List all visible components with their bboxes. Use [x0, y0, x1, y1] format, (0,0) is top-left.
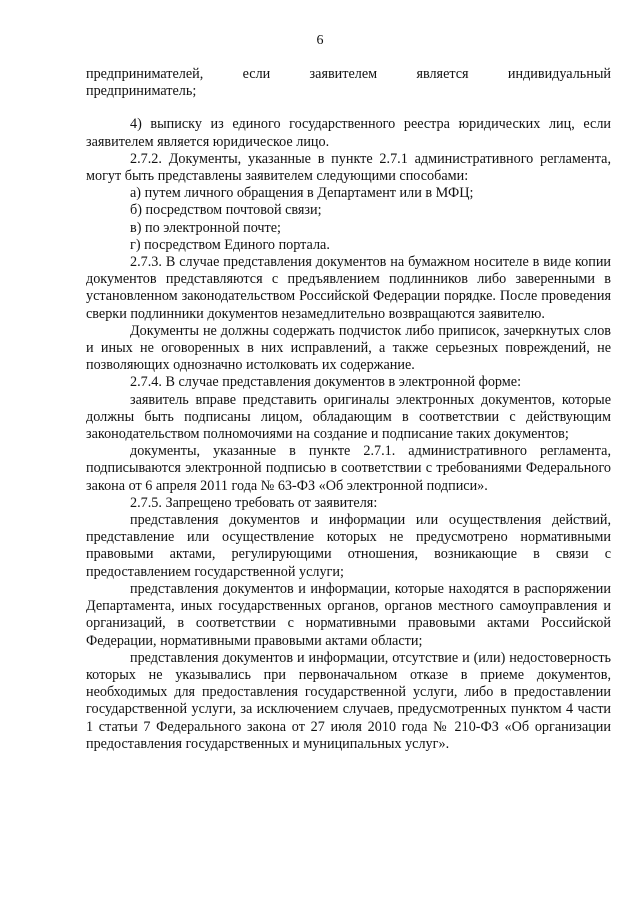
paragraph: предприниматель;	[86, 83, 197, 100]
paragraph: 2.7.3. В случае представления документов на бумажном носителе в виде копии документов представляются с предъявлением подлинников либо заверенными в установленном законодательством Российской Федерации порядке. После проведения сверки подлинники документов незамедлительно возвращаются заявителю.	[86, 254, 611, 322]
paragraph: представления документов и информации или осуществления действий, представление или осуществление которых не предусмотрено нормативными правовыми актами, регулирующими отношения, возникающие в связи с предоставлением государственной услуги;	[86, 512, 611, 580]
paragraph: представления документов и информации, которые находятся в распоряжении Департамента, иных государственных органов, органов местного самоуправления и организаций, в соответствии с нормативными правовыми актами Российской Федерации, нормативными правовыми актами области;	[86, 580, 611, 649]
paragraph: а) путем личного обращения в Департамент или в МФЦ;	[130, 185, 474, 202]
paragraph: Документы не должны содержать подчисток либо приписок, зачеркнутых слов и иных не оговоренных в них исправлений, а также серьезных повреждений, не позволяющих однозначно истолковать их содержание.	[86, 322, 611, 374]
paragraph: предпринимателей, если заявителем является индивидуальный	[86, 66, 611, 82]
paragraph: документы, указанные в пункте 2.7.1. административного регламента, подписываются электронной подписью в соответствии с требованиями Федерального закона от 6 апреля 2011 года № 63-ФЗ «Об электронной подписи».	[86, 443, 611, 494]
paragraph: 2.7.5. Запрещено требовать от заявителя:	[130, 494, 378, 511]
paragraph: 2.7.2. Документы, указанные в пункте 2.7.1 административного регламента, могут быть представлены заявителем следующими способами:	[86, 150, 611, 185]
paragraph: 4) выписку из единого государственного реестра юридических лиц, если заявителем является юридическое лицо.	[86, 116, 611, 150]
paragraph: г) посредством Единого портала.	[130, 236, 330, 253]
document-body	[86, 66, 611, 753]
paragraph: в) по электронной почте;	[130, 219, 281, 236]
paragraph: заявитель вправе представить оригиналы электронных документов, которые должны быть подписаны лицом, обладающим в соответствии с действующим законодательством полномочиями на создание и подписание таких документов;	[86, 391, 611, 443]
paragraph: б) посредством почтовой связи;	[130, 202, 322, 219]
paragraph: 2.7.4. В случае представления документов в электронной форме:	[130, 374, 522, 391]
page-number: 6	[316, 33, 324, 48]
paragraph: представления документов и информации, отсутствие и (или) недостоверность которых не указывались при первоначальном отказе в приеме документов, необходимых для предоставления государственной услуги, либо в предоставлении государственной услуги, за исключением случаев, предусмотренных пунктом 4 части 1 статьи 7 Федерального закона от 27 июля 2010 года № 210-ФЗ «Об организации предоставления государственных и муниципальных услуг».	[86, 649, 611, 752]
